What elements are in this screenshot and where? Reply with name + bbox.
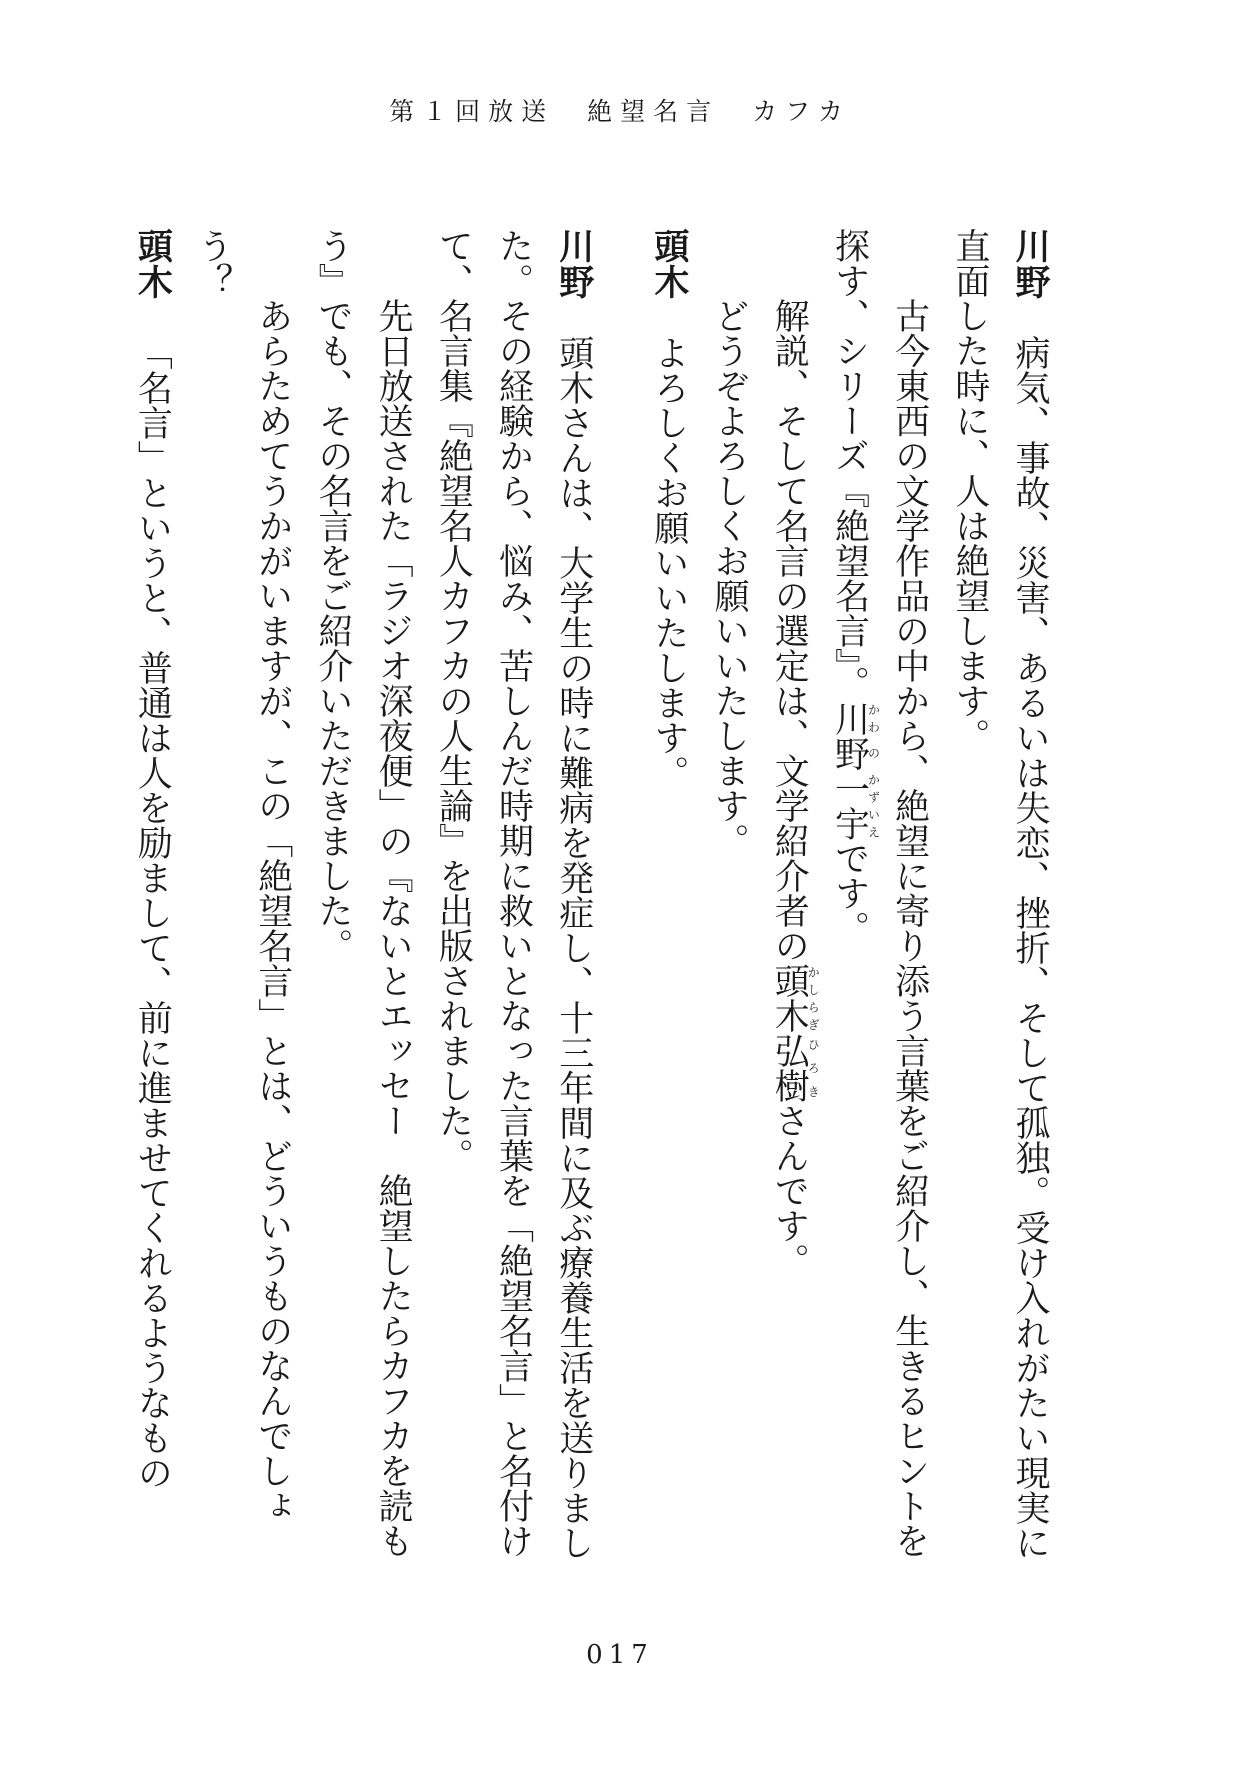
speech-text: あらためてうかがいますが、この「絶望名言」とは、どういうものなんでしょう？ xyxy=(192,228,293,1523)
name-with-ruby-kashiragi-hiroki: 頭木かしらぎ弘樹ひろき xyxy=(769,963,821,1103)
speaker-name-kashiragi: 頭木 xyxy=(132,228,173,300)
speech-text: 頭木さんは、大学生の時に難病を発症し、十三年間に及ぶ療養生活を送りました。その経験から、悩み、苦しんだ時期に救いとなった言葉を「絶望名言」と名付けて、名言集『絶望名人カフカの人生論』を出版されました。 xyxy=(433,228,594,1560)
dialogue-body xyxy=(122,228,1060,1573)
speaker-name-kawano: 川野 xyxy=(553,228,594,300)
speech-kawano-2 xyxy=(423,228,604,1573)
speech-kashiragi-1 xyxy=(639,228,699,1573)
page-number: 017 xyxy=(586,1640,654,1670)
speech-kashiragi-2 xyxy=(122,228,182,1573)
speech-kawano-1 xyxy=(940,228,1060,1573)
blank-line xyxy=(604,228,639,1573)
page-header: 第１回放送 絶望名言 カフカ xyxy=(389,97,851,126)
speech-text: 古今東西の文学作品の中から、絶望に寄り添う言葉をご紹介し、生きるヒントを探す、シリーズ『絶望名言』。 xyxy=(829,228,930,1558)
speech-text: 「名言」というと、普通は人を励まして、前に進ませてくれるようなもの xyxy=(132,335,173,1490)
speech-continuation xyxy=(699,228,759,1573)
speech-text: さんです。 xyxy=(769,1103,810,1278)
speech-continuation xyxy=(303,228,423,1573)
speech-text: です。 xyxy=(829,840,870,946)
speech-text: 解説、そして名言の選定は、文学紹介者の xyxy=(769,298,810,963)
speech-continuation xyxy=(759,228,819,1573)
speaker-name-kawano: 川野 xyxy=(1010,228,1050,300)
speech-continuation xyxy=(182,228,302,1573)
speech-text: どうぞよろしくお願いいたします。 xyxy=(709,298,750,858)
speech-text: 先日放送された「ラジオ深夜便」の『ないとエッセー 絶望したらカフカを読もう』でも、その名言をご紹介いただきました。 xyxy=(312,228,414,1558)
speaker-name-kashiragi: 頭木 xyxy=(648,228,689,300)
speech-continuation xyxy=(819,228,939,1573)
speech-text: 病気、事故、災害、あるいは失恋、挫折、そして孤独。受け入れがたい現実に直面した時に、人は絶望します。 xyxy=(949,228,1050,1560)
speech-text: よろしくお願いいたします。 xyxy=(648,335,689,790)
name-with-ruby-kawano-kazuie: 川かわ野の一宇かずいえ xyxy=(829,700,881,841)
